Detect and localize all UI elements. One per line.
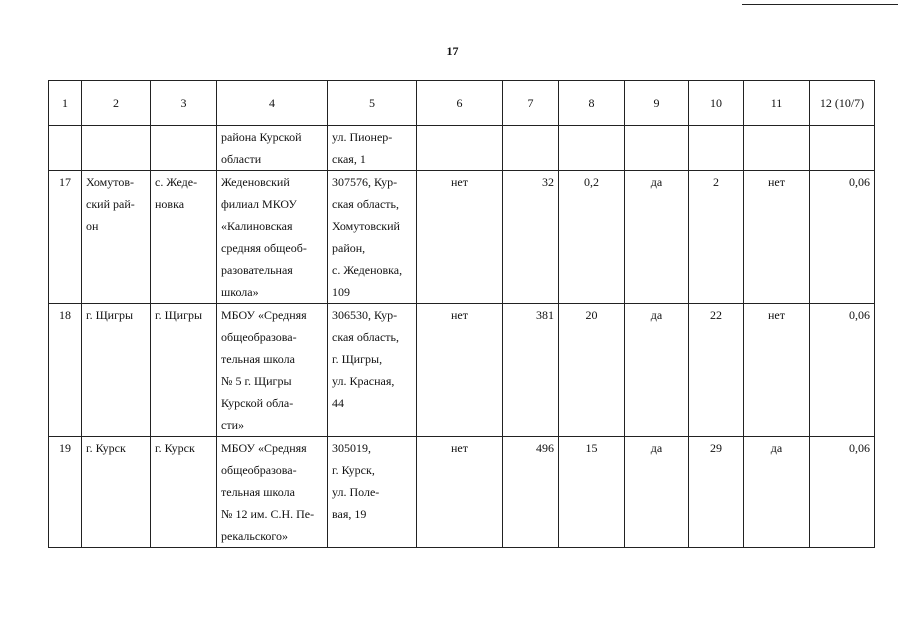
cell-row-number: 17 xyxy=(49,171,82,304)
cell-line: Курской обла- xyxy=(221,396,294,410)
cell-col8: 0,2 xyxy=(559,171,625,304)
table-row xyxy=(49,437,875,548)
cell-col7: 496 xyxy=(503,437,559,548)
cell-col6: нет xyxy=(417,171,503,304)
cell-line: тельная школа xyxy=(221,485,295,499)
cell-col9: да xyxy=(625,304,689,437)
cell-institution xyxy=(217,304,328,437)
cell-line: района Курской xyxy=(221,130,302,144)
cell-line: Хомутовский xyxy=(332,219,400,233)
cell-line: тельная школа xyxy=(221,352,295,366)
cell-row-number: 19 xyxy=(49,437,82,548)
cell-empty xyxy=(744,126,810,171)
cell-empty xyxy=(689,126,744,171)
cell-line: Хомутов- xyxy=(86,175,135,189)
cell-district xyxy=(82,304,151,437)
cell-line: ул. Поле- xyxy=(332,485,380,499)
cell-col10: 2 xyxy=(689,171,744,304)
header-cell: 4 xyxy=(217,81,328,126)
cell-district xyxy=(82,171,151,304)
cell-institution xyxy=(217,437,328,548)
cell-col12: 0,06 xyxy=(810,171,875,304)
cell-line: области xyxy=(221,152,262,166)
cell-institution xyxy=(217,126,328,171)
cell-empty xyxy=(417,126,503,171)
cell-empty xyxy=(503,126,559,171)
continuation-row xyxy=(49,126,875,171)
cell-line: г. Щигры, xyxy=(332,352,383,366)
cell-line: 306530, Кур- xyxy=(332,308,398,322)
cell-institution xyxy=(217,171,328,304)
cell-line: новка xyxy=(155,197,185,211)
cell-col10: 22 xyxy=(689,304,744,437)
header-cell: 11 xyxy=(744,81,810,126)
cell-line: ский рай- xyxy=(86,197,135,211)
page-number: 17 xyxy=(446,44,459,58)
cell-empty xyxy=(810,126,875,171)
cell-line: ская, 1 xyxy=(332,152,366,166)
cell-line: с. Жеде- xyxy=(155,175,198,189)
cell-locality xyxy=(151,171,217,304)
top-rule xyxy=(742,4,898,5)
cell-line: Жеденовский xyxy=(221,175,290,189)
cell-col6: нет xyxy=(417,437,503,548)
cell-empty xyxy=(151,126,217,171)
cell-address xyxy=(328,126,417,171)
cell-line: район, xyxy=(332,241,366,255)
cell-line: средняя общеоб- xyxy=(221,241,307,255)
cell-col11: нет xyxy=(744,304,810,437)
cell-line: г. Щигры xyxy=(86,308,134,322)
cell-line: разовательная xyxy=(221,263,293,277)
cell-line: ул. Красная, xyxy=(332,374,395,388)
cell-line: 305019, xyxy=(332,441,371,455)
cell-empty xyxy=(625,126,689,171)
cell-col11: да xyxy=(744,437,810,548)
cell-line: школа» xyxy=(221,285,259,299)
cell-col9: да xyxy=(625,171,689,304)
cell-line: ул. Пионер- xyxy=(332,130,393,144)
header-cell: 7 xyxy=(503,81,559,126)
cell-line: вая, 19 xyxy=(332,507,367,521)
header-cell: 9 xyxy=(625,81,689,126)
table-row xyxy=(49,304,875,437)
header-cell: 8 xyxy=(559,81,625,126)
cell-line: г. Щигры xyxy=(155,308,203,322)
cell-col8: 20 xyxy=(559,304,625,437)
cell-empty xyxy=(82,126,151,171)
header-cell: 5 xyxy=(328,81,417,126)
cell-col9: да xyxy=(625,437,689,548)
cell-col11: нет xyxy=(744,171,810,304)
cell-line: «Калиновская xyxy=(221,219,293,233)
cell-line: общеобразова- xyxy=(221,330,297,344)
cell-empty xyxy=(49,126,82,171)
cell-line: г. Курск xyxy=(86,441,126,455)
cell-col12: 0,06 xyxy=(810,437,875,548)
cell-address xyxy=(328,171,417,304)
cell-line: 109 xyxy=(332,285,350,299)
cell-col12: 0,06 xyxy=(810,304,875,437)
cell-line: филиал МКОУ xyxy=(221,197,297,211)
cell-line: № 5 г. Щигры xyxy=(221,374,292,388)
cell-col7: 381 xyxy=(503,304,559,437)
cell-locality xyxy=(151,437,217,548)
cell-col8: 15 xyxy=(559,437,625,548)
header-cell: 6 xyxy=(417,81,503,126)
cell-district xyxy=(82,437,151,548)
cell-address xyxy=(328,304,417,437)
header-row xyxy=(49,81,875,126)
cell-line: ская область, xyxy=(332,330,399,344)
header-cell: 2 xyxy=(82,81,151,126)
cell-line: г. Курск xyxy=(155,441,195,455)
header-cell: 3 xyxy=(151,81,217,126)
cell-line: он xyxy=(86,219,99,233)
cell-line: 44 xyxy=(332,396,344,410)
cell-line: 307576, Кур- xyxy=(332,175,398,189)
cell-col6: нет xyxy=(417,304,503,437)
cell-line: сти» xyxy=(221,418,244,432)
cell-line: с. Жеденовка, xyxy=(332,263,403,277)
cell-line: г. Курск, xyxy=(332,463,375,477)
cell-line: МБОУ «Средняя xyxy=(221,441,307,455)
header-cell: 12 (10/7) xyxy=(810,81,875,126)
cell-line: № 12 им. С.Н. Пе- xyxy=(221,507,315,521)
table-row xyxy=(49,171,875,304)
cell-line: рекальского» xyxy=(221,529,289,543)
cell-line: общеобразова- xyxy=(221,463,297,477)
header-cell: 10 xyxy=(689,81,744,126)
cell-address xyxy=(328,437,417,548)
cell-row-number: 18 xyxy=(49,304,82,437)
cell-line: МБОУ «Средняя xyxy=(221,308,307,322)
cell-line: ская область, xyxy=(332,197,399,211)
cell-empty xyxy=(559,126,625,171)
header-cell: 1 xyxy=(49,81,82,126)
cell-locality xyxy=(151,304,217,437)
cell-col7: 32 xyxy=(503,171,559,304)
data-table xyxy=(48,80,875,548)
cell-col10: 29 xyxy=(689,437,744,548)
